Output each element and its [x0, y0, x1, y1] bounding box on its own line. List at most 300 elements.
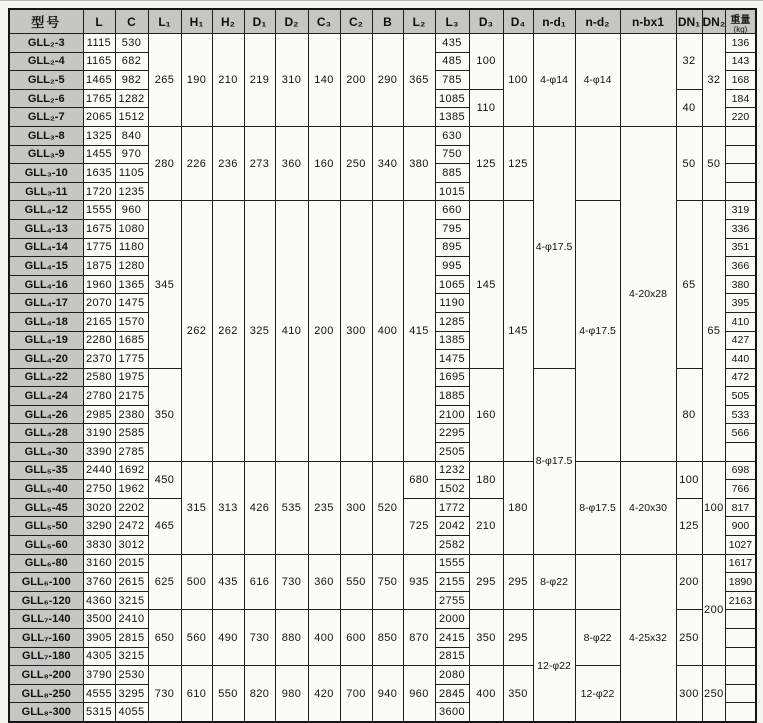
- cell-nd2: 4-φ17.5: [575, 201, 620, 461]
- cell-C: 3215: [115, 647, 148, 666]
- table-row: [9, 126, 756, 145]
- cell-H2: 210: [212, 34, 244, 127]
- weight-unit-label: (kg): [733, 24, 748, 34]
- cell-L: 4305: [83, 647, 115, 666]
- cell-B: 340: [372, 126, 403, 200]
- cell-C3: 235: [308, 461, 340, 554]
- cell-H2: 313: [212, 461, 244, 554]
- cell-model: GLL₂-3: [9, 34, 83, 53]
- cell-D3: 180: [469, 461, 503, 498]
- col-header-B: B: [372, 9, 403, 34]
- cell-wt: 440: [726, 350, 756, 369]
- cell-C: 1685: [115, 331, 148, 350]
- cell-DN2: 65: [702, 201, 726, 461]
- cell-D4: 125: [503, 126, 533, 200]
- cell-L3: 2845: [435, 684, 469, 703]
- cell-C: 4055: [115, 703, 148, 722]
- cell-D4: 100: [503, 34, 533, 127]
- cell-nd1: 8-φ22: [533, 554, 575, 610]
- col-header-model: 型号: [9, 9, 83, 34]
- cell-L3: 2415: [435, 629, 469, 648]
- cell-wt: 427: [726, 331, 756, 350]
- cell-C: 1235: [115, 182, 148, 201]
- cell-L3: 435: [435, 34, 469, 53]
- cell-wt: 136: [726, 34, 756, 53]
- cell-C3: 200: [308, 201, 340, 461]
- cell-C3: 420: [308, 666, 340, 722]
- cell-L: 3790: [83, 666, 115, 685]
- cell-L: 3290: [83, 517, 115, 536]
- cell-H2: 490: [212, 610, 244, 666]
- cell-L: 2440: [83, 461, 115, 480]
- col-header-C2: C₂: [340, 9, 372, 34]
- cell-D3: 125: [469, 126, 503, 200]
- cell-L1: 265: [148, 34, 181, 127]
- cell-model: GLL₄-30: [9, 443, 83, 462]
- cell-L3: 1190: [435, 294, 469, 313]
- cell-wt: 1027: [726, 536, 756, 555]
- cell-C: 682: [115, 52, 148, 71]
- cell-wt: 533: [726, 405, 756, 424]
- cell-DN2: 32: [702, 34, 726, 127]
- cell-C: 970: [115, 145, 148, 164]
- cell-L2: 680: [403, 461, 435, 498]
- cell-DN1: 100: [676, 461, 702, 498]
- cell-C2: 250: [340, 126, 372, 200]
- cell-L: 3830: [83, 536, 115, 555]
- cell-D3: 400: [469, 666, 503, 722]
- cell-DN1: 125: [676, 498, 702, 554]
- cell-D1: 219: [244, 34, 275, 127]
- cell-model: GLL₈-200: [9, 666, 83, 685]
- cell-L3: 660: [435, 201, 469, 220]
- cell-D4: 295: [503, 610, 533, 666]
- cell-wt: [726, 443, 756, 462]
- cell-wt: [726, 684, 756, 703]
- cell-L3: 2815: [435, 647, 469, 666]
- cell-L3: 1385: [435, 108, 469, 127]
- cell-L3: 1475: [435, 350, 469, 369]
- cell-D1: 730: [244, 610, 275, 666]
- cell-L: 4360: [83, 591, 115, 610]
- col-header-H2: H₂: [212, 9, 244, 34]
- cell-L2: 415: [403, 201, 435, 461]
- cell-model: GLL₆-120: [9, 591, 83, 610]
- cell-DN1: 200: [676, 554, 702, 610]
- cell-DN1: 40: [676, 89, 702, 126]
- cell-B: 850: [372, 610, 403, 666]
- cell-model: GLL₄-15: [9, 257, 83, 276]
- cell-model: GLL₃-11: [9, 182, 83, 201]
- cell-wt: [726, 182, 756, 201]
- cell-L3: 2100: [435, 405, 469, 424]
- cell-L: 1875: [83, 257, 115, 276]
- cell-L: 2280: [83, 331, 115, 350]
- cell-L3: 1772: [435, 498, 469, 517]
- cell-D1: 426: [244, 461, 275, 554]
- cell-D1: 325: [244, 201, 275, 461]
- cell-L1: 650: [148, 610, 181, 666]
- cell-model: GLL₂-4: [9, 52, 83, 71]
- cell-nd2: 12-φ22: [575, 666, 620, 722]
- cell-L3: 2042: [435, 517, 469, 536]
- cell-D4: 295: [503, 554, 533, 610]
- cell-H1: 315: [181, 461, 212, 554]
- cell-L: 2750: [83, 480, 115, 499]
- cell-wt: 395: [726, 294, 756, 313]
- col-header-nbx1: n-bx1: [620, 9, 676, 34]
- cell-model: GLL₇-180: [9, 647, 83, 666]
- col-header-D1: D₁: [244, 9, 275, 34]
- cell-L3: 1015: [435, 182, 469, 201]
- cell-nd1: 12-φ22: [533, 610, 575, 722]
- cell-L1: 450: [148, 461, 181, 498]
- cell-L3: 3600: [435, 703, 469, 722]
- cell-model: GLL₈-250: [9, 684, 83, 703]
- cell-model: GLL₄-16: [9, 275, 83, 294]
- cell-D2: 360: [275, 126, 308, 200]
- cell-L3: 1085: [435, 89, 469, 108]
- cell-L2: 725: [403, 498, 435, 554]
- cell-L1: 625: [148, 554, 181, 610]
- cell-DN2: 200: [702, 554, 726, 666]
- cell-C2: 550: [340, 554, 372, 610]
- cell-nbx1: 4-25x32: [620, 554, 676, 722]
- cell-L3: 1502: [435, 480, 469, 499]
- cell-L: 3390: [83, 443, 115, 462]
- cell-L: 1720: [83, 182, 115, 201]
- cell-L3: 2505: [435, 443, 469, 462]
- cell-wt: 168: [726, 71, 756, 90]
- cell-model: GLL₃-9: [9, 145, 83, 164]
- table-row: [9, 461, 756, 480]
- cell-wt: [726, 629, 756, 648]
- cell-C: 1512: [115, 108, 148, 127]
- cell-wt: [726, 164, 756, 183]
- cell-nd2: 8-φ22: [575, 610, 620, 666]
- cell-nd1: 4-φ14: [533, 34, 575, 127]
- cell-L: 1675: [83, 219, 115, 238]
- col-header-L: L: [83, 9, 115, 34]
- cell-L: 2370: [83, 350, 115, 369]
- cell-H1: 560: [181, 610, 212, 666]
- cell-D3: 100: [469, 34, 503, 90]
- cell-L2: 960: [403, 666, 435, 722]
- cell-H2: 262: [212, 201, 244, 461]
- col-header-L3: L₃: [435, 9, 469, 34]
- cell-H1: 262: [181, 201, 212, 461]
- cell-wt: 220: [726, 108, 756, 127]
- cell-model: GLL₄-12: [9, 201, 83, 220]
- cell-C: 2815: [115, 629, 148, 648]
- cell-D3: 145: [469, 201, 503, 368]
- cell-L3: 785: [435, 71, 469, 90]
- cell-C: 2615: [115, 573, 148, 592]
- cell-L: 2780: [83, 387, 115, 406]
- cell-model: GLL₃-8: [9, 126, 83, 145]
- cell-H2: 236: [212, 126, 244, 200]
- cell-C3: 160: [308, 126, 340, 200]
- cell-C: 1280: [115, 257, 148, 276]
- table-row: [9, 34, 756, 53]
- cell-wt: 184: [726, 89, 756, 108]
- cell-C: 2585: [115, 424, 148, 443]
- cell-L: 2070: [83, 294, 115, 313]
- cell-wt: [726, 647, 756, 666]
- cell-model: GLL₅-60: [9, 536, 83, 555]
- cell-L: 3905: [83, 629, 115, 648]
- cell-model: GLL₆-100: [9, 573, 83, 592]
- cell-model: GLL₄-13: [9, 219, 83, 238]
- cell-B: 400: [372, 201, 403, 461]
- cell-D1: 616: [244, 554, 275, 610]
- cell-model: GLL₄-18: [9, 312, 83, 331]
- cell-L: 5315: [83, 703, 115, 722]
- cell-wt: 143: [726, 52, 756, 71]
- cell-model: GLL₄-28: [9, 424, 83, 443]
- cell-wt: 336: [726, 219, 756, 238]
- cell-H2: 550: [212, 666, 244, 722]
- cell-C: 2472: [115, 517, 148, 536]
- cell-D2: 880: [275, 610, 308, 666]
- col-header-L1: L₁: [148, 9, 181, 34]
- cell-D2: 980: [275, 666, 308, 722]
- col-header-D3: D₃: [469, 9, 503, 34]
- cell-B: 520: [372, 461, 403, 554]
- cell-L: 1635: [83, 164, 115, 183]
- cell-C: 530: [115, 34, 148, 53]
- cell-D4: 350: [503, 666, 533, 722]
- cell-DN1: 50: [676, 126, 702, 200]
- cell-L1: 465: [148, 498, 181, 554]
- cell-L1: 730: [148, 666, 181, 722]
- cell-L: 3160: [83, 554, 115, 573]
- cell-L: 1455: [83, 145, 115, 164]
- cell-L1: 280: [148, 126, 181, 200]
- col-header-wt: 重量 (kg): [726, 9, 756, 34]
- cell-C: 2785: [115, 443, 148, 462]
- cell-wt: 566: [726, 424, 756, 443]
- cell-C3: 360: [308, 554, 340, 610]
- cell-C: 2530: [115, 666, 148, 685]
- cell-wt: 900: [726, 517, 756, 536]
- cell-L3: 1385: [435, 331, 469, 350]
- cell-C: 1570: [115, 312, 148, 331]
- cell-nd2: [575, 126, 620, 200]
- col-header-H1: H₁: [181, 9, 212, 34]
- cell-L: 3190: [83, 424, 115, 443]
- col-header-nd1: n-d₁: [533, 9, 575, 34]
- cell-L: 3500: [83, 610, 115, 629]
- cell-C: 3215: [115, 591, 148, 610]
- spec-table-header: [9, 9, 756, 34]
- cell-model: GLL₄-20: [9, 350, 83, 369]
- cell-model: GLL₅-35: [9, 461, 83, 480]
- cell-C: 1692: [115, 461, 148, 480]
- cell-L3: 1285: [435, 312, 469, 331]
- cell-DN1: 80: [676, 368, 702, 461]
- cell-wt: [726, 145, 756, 164]
- cell-C: 1080: [115, 219, 148, 238]
- cell-B: 750: [372, 554, 403, 610]
- cell-L: 3020: [83, 498, 115, 517]
- cell-nbx1: [620, 34, 676, 127]
- cell-B: 940: [372, 666, 403, 722]
- cell-L: 4555: [83, 684, 115, 703]
- cell-H1: 190: [181, 34, 212, 127]
- cell-D3: 110: [469, 89, 503, 126]
- cell-L3: 2155: [435, 573, 469, 592]
- col-header-D4: D₄: [503, 9, 533, 34]
- cell-C: 3295: [115, 684, 148, 703]
- cell-L3: 1065: [435, 275, 469, 294]
- cell-D1: 820: [244, 666, 275, 722]
- cell-L: 1775: [83, 238, 115, 257]
- col-header-DN2: DN₂: [702, 9, 726, 34]
- cell-L: 2985: [83, 405, 115, 424]
- cell-L: 1765: [83, 89, 115, 108]
- cell-wt: 505: [726, 387, 756, 406]
- cell-nbx1: 4-20x30: [620, 461, 676, 554]
- cell-L3: 485: [435, 52, 469, 71]
- cell-L: 2165: [83, 312, 115, 331]
- cell-C: 1282: [115, 89, 148, 108]
- cell-wt: 380: [726, 275, 756, 294]
- cell-model: GLL₂-5: [9, 71, 83, 90]
- col-header-D2: D₂: [275, 9, 308, 34]
- cell-C: 1180: [115, 238, 148, 257]
- cell-L: 1115: [83, 34, 115, 53]
- cell-D4: 180: [503, 461, 533, 554]
- cell-L3: 1232: [435, 461, 469, 480]
- cell-H1: 500: [181, 554, 212, 610]
- cell-D1: 273: [244, 126, 275, 200]
- cell-wt: 2163: [726, 591, 756, 610]
- cell-model: GLL₇-160: [9, 629, 83, 648]
- cell-C: 1365: [115, 275, 148, 294]
- cell-model: GLL₅-50: [9, 517, 83, 536]
- col-header-C3: C₃: [308, 9, 340, 34]
- cell-model: GLL₄-17: [9, 294, 83, 313]
- cell-C: 2380: [115, 405, 148, 424]
- cell-L2: 365: [403, 34, 435, 127]
- col-header-DN1: DN₁: [676, 9, 702, 34]
- cell-model: GLL₅-40: [9, 480, 83, 499]
- cell-C3: 140: [308, 34, 340, 127]
- cell-L: 1465: [83, 71, 115, 90]
- cell-C: 982: [115, 71, 148, 90]
- cell-wt: 319: [726, 201, 756, 220]
- cell-L2: 935: [403, 554, 435, 610]
- cell-wt: [726, 703, 756, 722]
- cell-L3: 2582: [435, 536, 469, 555]
- cell-C: 3012: [115, 536, 148, 555]
- cell-model: GLL₄-19: [9, 331, 83, 350]
- cell-wt: [726, 126, 756, 145]
- header-row: [9, 9, 756, 34]
- cell-L2: 870: [403, 610, 435, 666]
- cell-L3: 1695: [435, 368, 469, 387]
- cell-C: 960: [115, 201, 148, 220]
- cell-H1: 610: [181, 666, 212, 722]
- cell-wt: 698: [726, 461, 756, 480]
- cell-D3: 210: [469, 498, 503, 554]
- cell-L3: 2295: [435, 424, 469, 443]
- cell-D3: 160: [469, 368, 503, 461]
- cell-L3: 2080: [435, 666, 469, 685]
- cell-nd1: 8-φ17.5: [533, 368, 575, 554]
- cell-C: 1475: [115, 294, 148, 313]
- cell-model: GLL₂-7: [9, 108, 83, 127]
- cell-L: 2580: [83, 368, 115, 387]
- cell-wt: 472: [726, 368, 756, 387]
- spec-table: [8, 8, 757, 723]
- cell-D2: 310: [275, 34, 308, 127]
- cell-nd2: 8-φ17.5: [575, 461, 620, 554]
- cell-wt: [726, 610, 756, 629]
- cell-C3: 400: [308, 610, 340, 666]
- cell-L3: 750: [435, 145, 469, 164]
- cell-L1: 350: [148, 368, 181, 461]
- cell-C2: 600: [340, 610, 372, 666]
- cell-C2: 700: [340, 666, 372, 722]
- cell-D3: 295: [469, 554, 503, 610]
- cell-B: 290: [372, 34, 403, 127]
- cell-DN1: 250: [676, 610, 702, 666]
- cell-model: GLL₅-45: [9, 498, 83, 517]
- cell-L3: 895: [435, 238, 469, 257]
- cell-C: 840: [115, 126, 148, 145]
- cell-D4: 145: [503, 201, 533, 461]
- cell-DN2: 250: [702, 666, 726, 722]
- cell-nd1: 4-φ17.5: [533, 126, 575, 368]
- cell-wt: 410: [726, 312, 756, 331]
- cell-C: 2202: [115, 498, 148, 517]
- cell-L3: 795: [435, 219, 469, 238]
- cell-C: 1775: [115, 350, 148, 369]
- cell-model: GLL₇-140: [9, 610, 83, 629]
- cell-wt: [726, 666, 756, 685]
- cell-nd2: [575, 554, 620, 610]
- cell-L3: 1555: [435, 554, 469, 573]
- col-header-nd2: n-d₂: [575, 9, 620, 34]
- cell-L: 3760: [83, 573, 115, 592]
- cell-model: GLL₈-300: [9, 703, 83, 722]
- cell-L: 1165: [83, 52, 115, 71]
- col-header-L2: L₂: [403, 9, 435, 34]
- cell-wt: 766: [726, 480, 756, 499]
- cell-DN1: 65: [676, 201, 702, 368]
- cell-C: 1105: [115, 164, 148, 183]
- cell-model: GLL₄-24: [9, 387, 83, 406]
- cell-wt: 366: [726, 257, 756, 276]
- cell-H2: 435: [212, 554, 244, 610]
- cell-L3: 2755: [435, 591, 469, 610]
- cell-wt: 1617: [726, 554, 756, 573]
- table-row: [9, 554, 756, 573]
- cell-model: GLL₂-6: [9, 89, 83, 108]
- scanned-spec-sheet: [8, 8, 757, 723]
- col-header-C: C: [115, 9, 148, 34]
- cell-wt: 351: [726, 238, 756, 257]
- cell-C2: 300: [340, 201, 372, 461]
- cell-L: 1325: [83, 126, 115, 145]
- cell-C: 2015: [115, 554, 148, 573]
- cell-DN1: 32: [676, 34, 702, 90]
- cell-model: GLL₆-80: [9, 554, 83, 573]
- cell-DN2: 100: [702, 461, 726, 554]
- cell-C2: 300: [340, 461, 372, 554]
